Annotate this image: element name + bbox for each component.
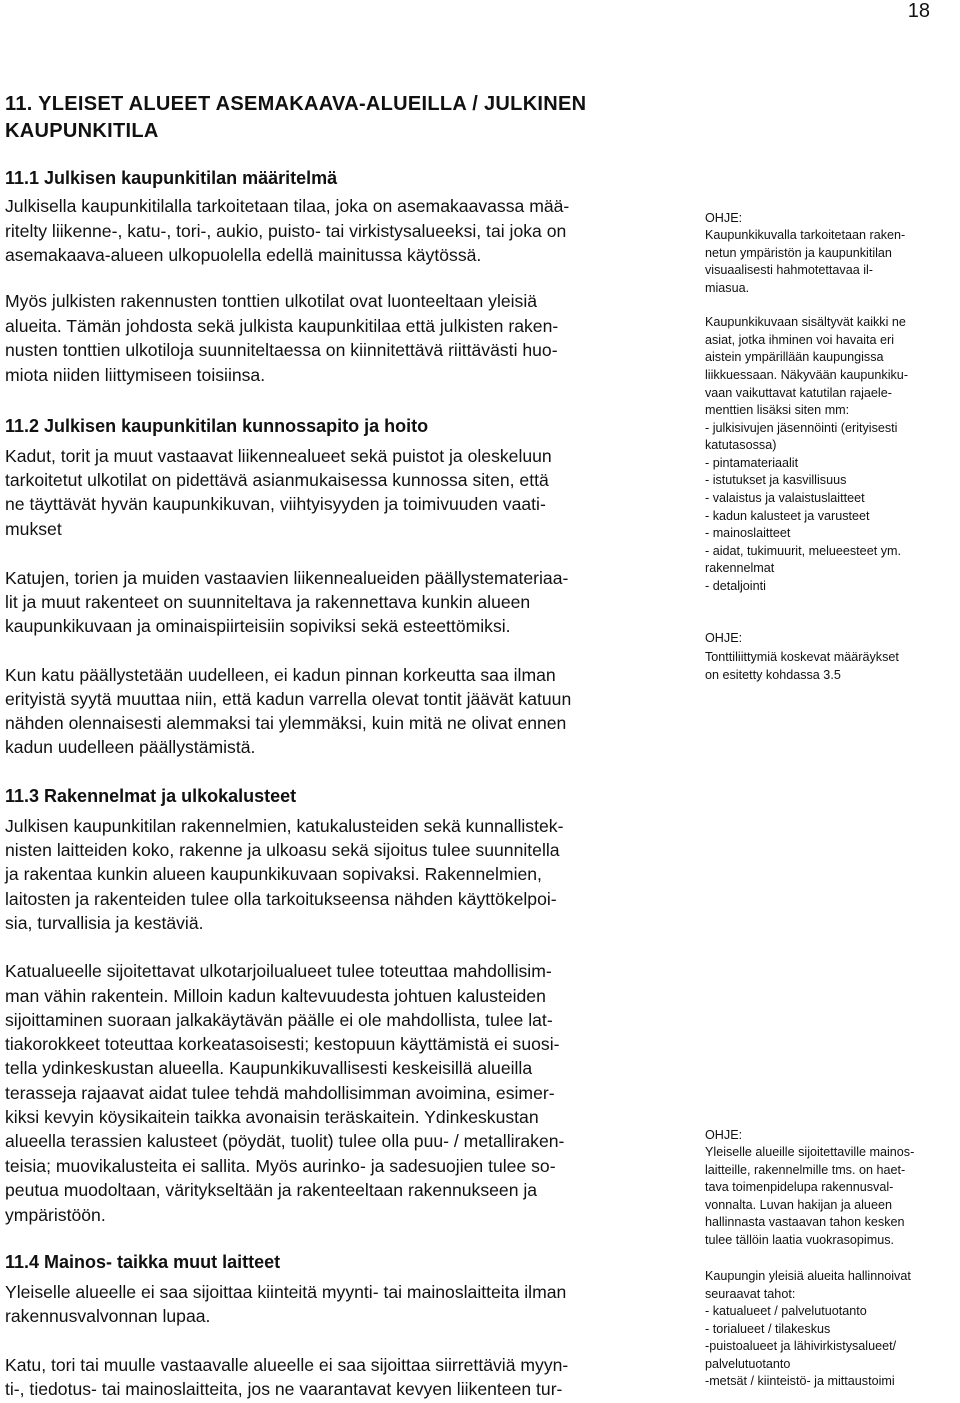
note-line: visuaalisesti hahmotettavaa il- bbox=[705, 263, 873, 277]
text-line: Myös julkisten rakennusten tonttien ulkotilat ovat luonteeltaan yleisiä bbox=[5, 291, 538, 311]
text-line: ritelty liikenne-, katu-, tori-, aukio, puisto- tai virkistysalueeksi, tai joka on bbox=[5, 221, 567, 241]
text-line: tella ydinkeskustan alueella. Kaupunkikuvallisesti keskeisillä alueilla bbox=[5, 1058, 533, 1078]
section-11-3-title: 11.3 Rakennelmat ja ulkokalusteet bbox=[5, 786, 297, 806]
text-line: Kun katu päällystetään uudelleen, ei kadun pinnan korkeutta saa ilman bbox=[5, 665, 556, 685]
note-line: vonnalta. Luvan hakijan ja alueen bbox=[705, 1198, 892, 1212]
text-line: miota niiden liittymiseen toisiinsa. bbox=[5, 365, 266, 385]
note-line: menttien lisäksi siten mm: bbox=[705, 403, 850, 417]
note-line: Tonttiliittymiä koskevat määräykset bbox=[705, 650, 899, 664]
chapter-heading-line-1: 11. YLEISET ALUEET ASEMAKAAVA-ALUEILLA / JULKINEN bbox=[5, 93, 587, 115]
note-line: laitteille, rakennelmille tms. on haet- bbox=[705, 1163, 906, 1177]
note-line: -metsät / kiinteistö- ja mittaustoimi bbox=[705, 1374, 895, 1388]
text-line: alueita. Tämän johdosta sekä julkista kaupunkitilaa että julkisten raken- bbox=[5, 316, 559, 336]
text-line: Julkisen kaupunkitilan rakennelmien, katukalusteiden sekä kunnallistek- bbox=[5, 816, 564, 836]
note-line: asiat, jotka ihminen voi havaita eri bbox=[705, 333, 895, 347]
text-line: ti-, tiedotus- tai mainoslaitteita, jos ne vaarantavat kevyen liikenteen tur- bbox=[5, 1379, 563, 1399]
note-line: - istutukset ja kasvillisuus bbox=[705, 473, 847, 487]
text-line: teisia; muovikalusteita ei sallita. Myös aurinko- ja sadesuojien tulee so- bbox=[5, 1156, 556, 1176]
note-line: - torialueet / tilakeskus bbox=[705, 1322, 831, 1336]
text-line: Katujen, torien ja muiden vastaavien liikennealueiden päällystemateriaa- bbox=[5, 568, 569, 588]
note-line: Kaupunkikuvalla tarkoitetaan raken- bbox=[705, 228, 906, 242]
chapter-heading-line-2: KAUPUNKITILA bbox=[5, 120, 159, 142]
note-line: katutasossa) bbox=[705, 438, 777, 452]
text-line: kaupunkikuvaan ja ominaispiirteisiin sopiviksi sekä esteettömiksi. bbox=[5, 616, 511, 636]
note-line: netun ympäristön ja kaupunkitilan bbox=[705, 246, 892, 260]
note-line: on esitetty kohdassa 3.5 bbox=[705, 668, 841, 682]
note-line: miasua. bbox=[705, 281, 750, 295]
note-line: tulee tällöin laatia vuokrasopimus. bbox=[705, 1233, 895, 1247]
note-line: - mainoslaitteet bbox=[705, 526, 791, 540]
text-line: nusten tonttien ulkotiloja suunniteltaessa on kiinnitettävä riittävästi huo- bbox=[5, 340, 558, 360]
note-line: liikkuessaan. Näkyvään kaupunkiku- bbox=[705, 368, 909, 382]
text-line: ne täyttävät hyvän kaupunkikuvan, viihtyisyyden ja toimivuuden vaati- bbox=[5, 494, 546, 514]
note-line: - detaljointi bbox=[705, 579, 766, 593]
text-line: ja rakentaa kunkin alueen kaupunkikuvaan sopivaksi. Rakennelmien, bbox=[5, 864, 542, 884]
note-line: - valaistus ja valaistuslaitteet bbox=[705, 491, 865, 505]
section-11-2-title: 11.2 Julkisen kaupunkitilan kunnossapito ja hoito bbox=[5, 416, 429, 436]
text-line: nähden olennaisesti alemmaksi tai ylemmäksi, kuin mitä ne olivat ennen bbox=[5, 713, 567, 733]
note-line: aistein ympärillään kaupungissa bbox=[705, 350, 884, 364]
note-line: vaan vaikuttavat katutilan rajaele- bbox=[705, 386, 892, 400]
text-line: Julkisella kaupunkitilalla tarkoitetaan tilaa, joka on asemakaavassa mää- bbox=[5, 196, 570, 216]
note-line: -puistoalueet ja lähivirkistysalueet/ bbox=[705, 1339, 897, 1353]
text-line: ympäristöön. bbox=[5, 1205, 106, 1225]
text-line: laitosten ja rakenteiden tulee olla tarkoitukseensa nähden käyttökelpoi- bbox=[5, 889, 557, 909]
text-line: nisten laitteiden koko, rakenne ja ulkoasu sekä sijoitus tulee suunnitella bbox=[5, 840, 560, 860]
text-line: sia, turvallisia ja kestäviä. bbox=[5, 913, 204, 933]
text-line: Katualueelle sijoitettavat ulkotarjoilualueet tulee toteuttaa mahdollisim- bbox=[5, 961, 552, 981]
text-line: mukset bbox=[5, 519, 62, 539]
text-line: kadun uudelleen päällystämistä. bbox=[5, 737, 256, 757]
text-line: tiakorokkeet toteuttaa korkeatasoisesti; kestopuun käyttämistä ei suosi- bbox=[5, 1034, 560, 1054]
page-number: 18 bbox=[907, 0, 930, 22]
text-line: Yleiselle alueelle ei saa sijoittaa kiinteitä myynti- tai mainoslaitteita ilman bbox=[5, 1282, 567, 1302]
note-line: seuraavat tahot: bbox=[705, 1287, 796, 1301]
text-line: erityistä syytä muuttaa niin, että kadun varrella olevat tontit jäävät katuun bbox=[5, 689, 572, 709]
text-line: Kadut, torit ja muut vastaavat liikennealueet sekä puistot ja oleskeluun bbox=[5, 446, 552, 466]
text-line: kiksi kevyin köysikaitein taikka avonaisin teräskaitein. Ydinkeskustan bbox=[5, 1107, 539, 1127]
note-line: Kaupungin yleisiä alueita hallinnoivat bbox=[705, 1269, 911, 1283]
note-line: Yleiselle alueille sijoitettaville mainos- bbox=[705, 1145, 915, 1159]
note-line: palvelutuotanto bbox=[705, 1357, 791, 1371]
text-line: terasseja rajaavat aidat tulee tehdä mahdollisimman avoimina, esimer- bbox=[5, 1083, 555, 1103]
note-line: - kadun kalusteet ja varusteet bbox=[705, 509, 870, 523]
note-label: OHJE: bbox=[705, 631, 743, 645]
text-line: man vähin rakentein. Milloin kadun kaltevuudesta johtuen kalusteiden bbox=[5, 986, 546, 1006]
note-line: hallinnasta vastaavan tahon kesken bbox=[705, 1215, 905, 1229]
note-line: - pintamateriaalit bbox=[705, 456, 799, 470]
text-line: rakennusvalvonnan lupaa. bbox=[5, 1306, 211, 1326]
note-line: Kaupunkikuvaan sisältyvät kaikki ne bbox=[705, 315, 906, 329]
section-11-1-title: 11.1 Julkisen kaupunkitilan määritelmä bbox=[5, 168, 338, 188]
note-line: tava toimenpidelupa rakennusval- bbox=[705, 1180, 894, 1194]
text-line: alueella terassien kalusteet (pöydät, tuolit) tulee olla puu- / metalliraken- bbox=[5, 1131, 565, 1151]
text-line: Katu, tori tai muulle vastaavalle alueelle ei saa sijoittaa siirrettäviä myyn- bbox=[5, 1355, 569, 1375]
note-line: rakennelmat bbox=[705, 561, 775, 575]
note-line: - aidat, tukimuurit, melueesteet ym. bbox=[705, 544, 901, 558]
text-line: asemakaava-alueen ulkopuolella edellä mainitussa käytössä. bbox=[5, 245, 482, 265]
note-label: OHJE: bbox=[705, 211, 743, 225]
text-line: peutua muodoltaan, väritykseltään ja rakenteeltaan rakennukseen ja bbox=[5, 1180, 538, 1200]
text-line: sijoittaminen suoraan jalkakäytävän päälle ei ole mahdollista, tulee lat- bbox=[5, 1010, 553, 1030]
text-line: lit ja muut rakenteet on suunniteltava ja rakennettava kunkin alueen bbox=[5, 592, 531, 612]
note-line: - julkisivujen jäsennöinti (erityisesti bbox=[705, 421, 898, 435]
section-11-4-title: 11.4 Mainos- taikka muut laitteet bbox=[5, 1252, 281, 1272]
note-line: - katualueet / palvelutuotanto bbox=[705, 1304, 867, 1318]
note-label: OHJE: bbox=[705, 1128, 743, 1142]
text-line: tarkoitetut ulkotilat on pidettävä asianmukaisessa kunnossa siten, että bbox=[5, 470, 549, 490]
